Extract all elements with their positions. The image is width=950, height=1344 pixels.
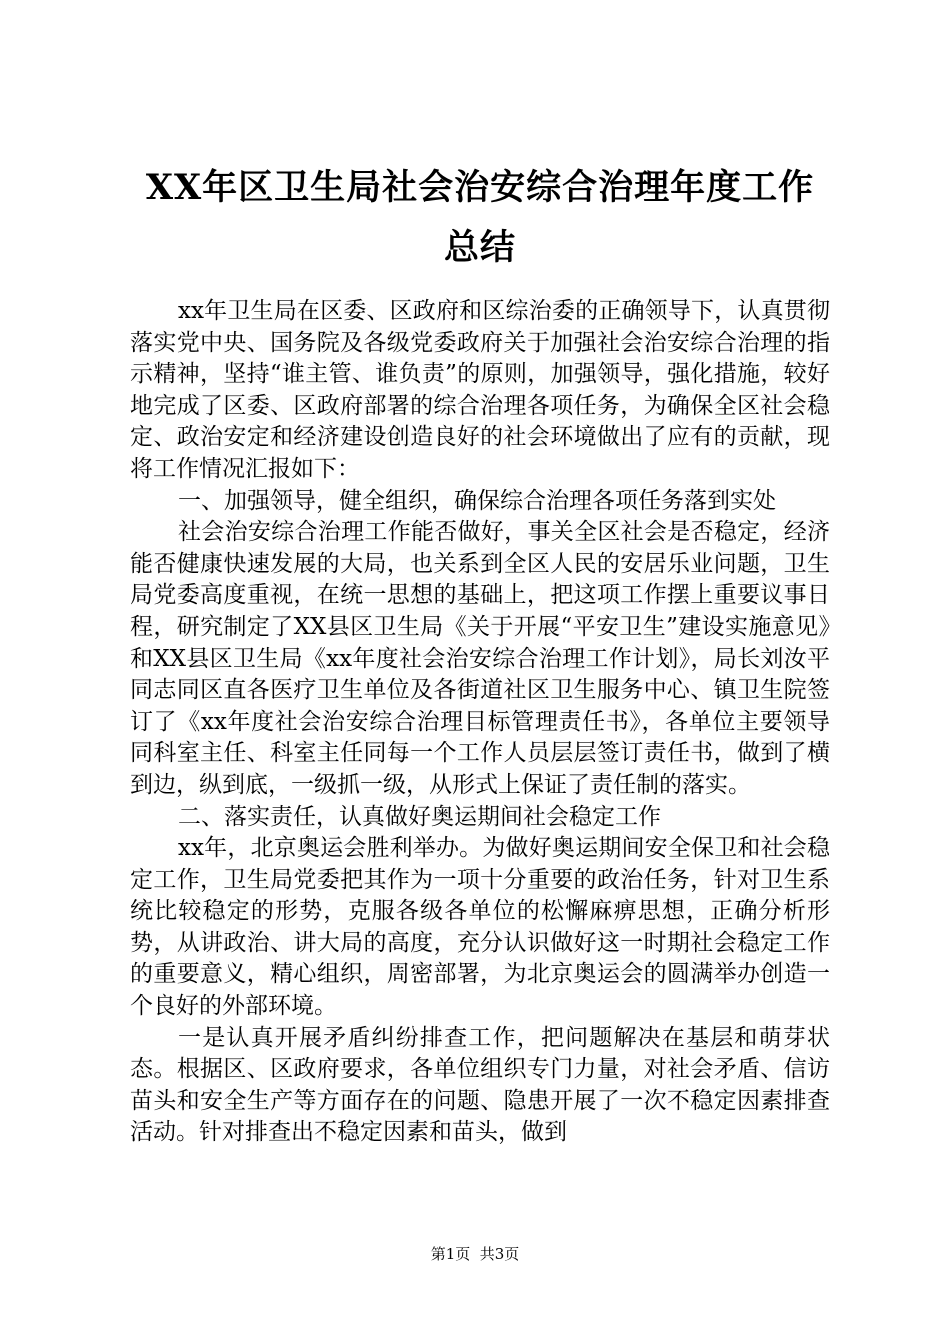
document-body [130,296,830,1149]
page-footer: 第1页 共3页 [430,1245,520,1263]
paragraph-item-1: 一是认真开展矛盾纠纷排查工作，把问题解决在基层和萌芽状态。根据区、区政府要求，各单位组织专门力量，对社会矛盾、信访苗头和安全生产等方面存在的问题、隐患开展了一次不稳定因素排查活动。针对排查出不稳定因素和苗头，做到 [130,1024,830,1146]
document-title: XX年区卫生局社会治安综合治理年度工作总结 [145,167,815,268]
paragraph-section-2: xx年，北京奥运会胜利举办。为做好奥运期间安全保卫和社会稳定工作，卫生局党委把其作为一项十分重要的政治任务，针对卫生系统比较稳定的形势，克服各级各单位的松懈麻痹思想，正确分析形势，从讲政治、讲大局的高度，充分认识做好这一时期社会稳定工作的重要意义，精心组织，周密部署，为北京奥运会的圆满举办创造一个良好的外部环境。 [130,835,830,1020]
paragraph-section-1: 社会治安综合治理工作能否做好，事关全区社会是否稳定，经济能否健康快速发展的大局，也关系到全区人民的安居乐业问题，卫生局党委高度重视，在统一思想的基础上，把这项工作摆上重要议事日程，研究制定了XX县区卫生局《关于开展“平安卫生”建设实施意见》和XX县区卫生局《xx年度社会治安综合治理工作计划》，局长刘汝平同志同区直各医疗卫生单位及各街道社区卫生服务中心、镇卫生院签订了《xx年度社会治安综合治理目标管理责任书》，各单位主要领导同科室主任、科室主任同每一个工作人员层层签订责任书，做到了横到边，纵到底，一级抓一级，从形式上保证了责任制的落实。 [130,519,830,798]
section-heading-1: 一、加强领导，健全组织，确保综合治理各项任务落到实处 [178,487,776,514]
section-heading-2: 二、落实责任，认真做好奥运期间社会稳定工作 [178,803,661,830]
paragraph-intro: xx年卫生局在区委、区政府和区综治委的正确领导下，认真贯彻落实党中央、国务院及各级党委政府关于加强社会治安综合治理的指示精神，坚持“谁主管、谁负责”的原则，加强领导，强化措施，较好地完成了区委、区政府部署的综合治理各项任务，为确保全区社会稳定、政治安定和经济建设创造良好的社会环境做出了应有的贡献，现将工作情况汇报如下： [130,298,830,482]
